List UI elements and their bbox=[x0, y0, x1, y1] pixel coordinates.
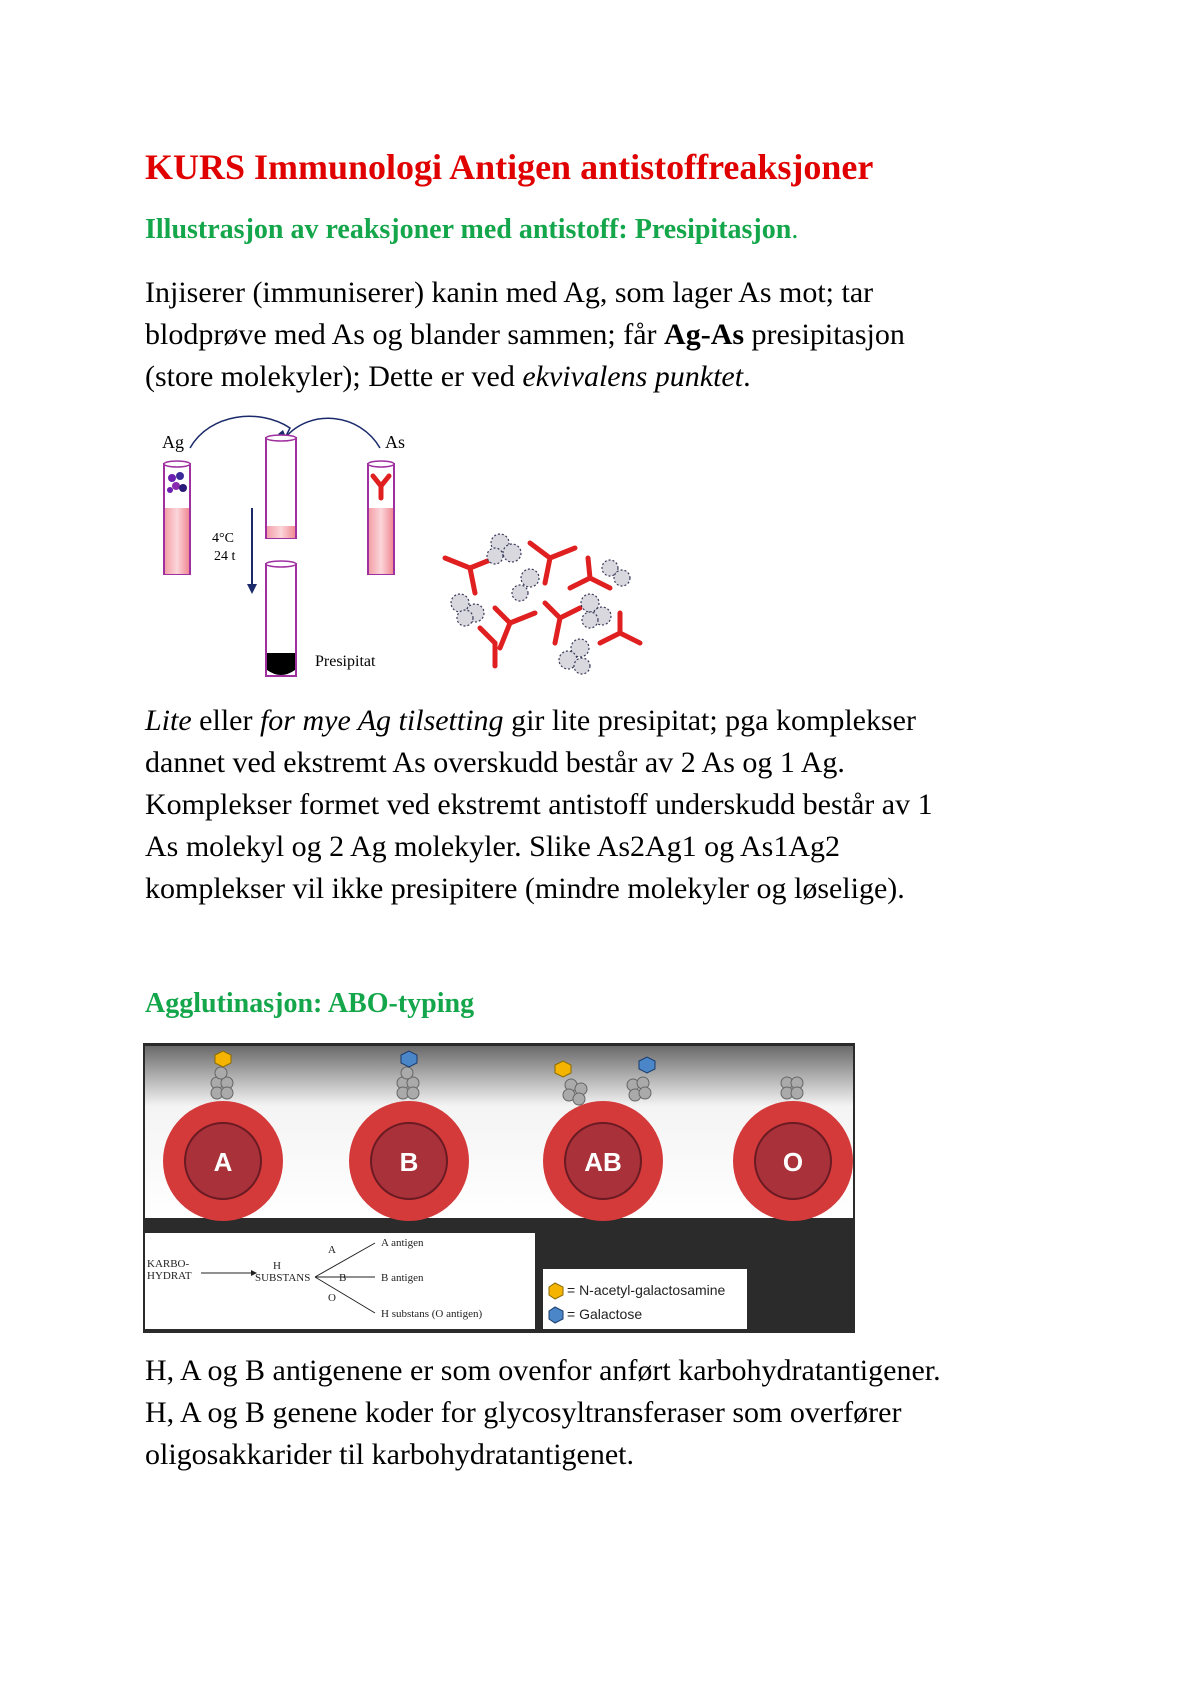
page-title: KURS Immunologi Antigen antistoffreaksjoner bbox=[145, 147, 874, 187]
precipitation-figure bbox=[150, 408, 670, 688]
scheme-karbo-2: HYDRAT bbox=[147, 1270, 192, 1282]
label-presipitat: Presipitat bbox=[315, 653, 376, 670]
text-run: (store molekyler); Dette er ved bbox=[145, 360, 523, 393]
paragraph-line bbox=[145, 314, 1105, 356]
cell-label-ab: AB bbox=[584, 1147, 622, 1177]
scheme-letter-o: O bbox=[328, 1292, 336, 1304]
italic-text: for mye Ag tilsetting bbox=[259, 704, 504, 737]
label-temperature: 4°C bbox=[212, 531, 234, 546]
scheme-out-b: B antigen bbox=[381, 1272, 424, 1284]
arrow-as-to-tube bbox=[285, 418, 380, 448]
text-run: blodprøve med As og blander sammen; får bbox=[145, 318, 665, 351]
scheme-h-1: H bbox=[273, 1260, 281, 1272]
paragraph-line: As molekyl og 2 Ag molekyler. Slike As2Ag1 og As1Ag2 bbox=[145, 830, 841, 863]
text-run: presipitasjon bbox=[744, 318, 905, 351]
ag-tube bbox=[164, 461, 190, 574]
label-ag: Ag bbox=[162, 432, 184, 452]
arrow-ag-to-tube bbox=[190, 416, 290, 448]
scheme-out-h: H substans (O antigen) bbox=[381, 1308, 483, 1320]
text-run: . bbox=[743, 360, 751, 393]
mix-tube bbox=[266, 435, 296, 538]
text-run: eller bbox=[191, 704, 260, 737]
legend-blue: = Galactose bbox=[567, 1306, 643, 1322]
italic-text: Lite bbox=[145, 704, 192, 737]
section-heading-period: . bbox=[791, 214, 799, 245]
cell-label-a: A bbox=[213, 1147, 233, 1177]
paragraph-line: H, A og B antigenene er som ovenfor anført karbohydratantigener. bbox=[145, 1354, 941, 1387]
label-as: As bbox=[385, 432, 406, 452]
scheme-out-a: A antigen bbox=[381, 1237, 424, 1249]
blue-hexagon-icon bbox=[549, 1307, 563, 1323]
scheme-letter-b: B bbox=[339, 1272, 347, 1284]
legend-yellow: = N-acetyl-galactosamine bbox=[567, 1282, 726, 1298]
antigen-clusters bbox=[451, 534, 630, 674]
paragraph-line: H, A og B genene koder for glycosyltransferaser som overfører bbox=[145, 1396, 902, 1429]
arrowhead-down-icon bbox=[247, 584, 257, 594]
paragraph-line: komplekser vil ikke presipitere (mindre molekyler og løselige). bbox=[145, 872, 905, 905]
paragraph-line: Komplekser formet ved ekstremt antistoff underskudd består av 1 bbox=[145, 788, 933, 821]
scheme-letter-a: A bbox=[328, 1244, 336, 1256]
paragraph-injection bbox=[145, 272, 1105, 398]
label-time: 24 t bbox=[214, 549, 236, 564]
italic-text: ekvivalens punktet bbox=[522, 360, 744, 393]
cell-label-b: B bbox=[399, 1147, 419, 1177]
abo-typing-figure bbox=[143, 1043, 855, 1333]
yellow-hexagon-icon bbox=[549, 1283, 563, 1299]
section-heading-agglutinasjon: Agglutinasjon: ABO-typing bbox=[145, 988, 475, 1019]
paragraph-line bbox=[145, 700, 1105, 742]
paragraph-line bbox=[145, 356, 1105, 398]
paragraph-antigens bbox=[145, 1350, 1105, 1476]
paragraph-complexes bbox=[145, 700, 1105, 910]
paragraph-line: dannet ved ekstremt As overskudd består av 2 As og 1 Ag. bbox=[145, 746, 845, 779]
scheme-h-2: SUBSTANS bbox=[255, 1272, 311, 1284]
as-tube bbox=[368, 461, 394, 574]
paragraph-line: Injiserer (immuniserer) kanin med Ag, som lager As mot; tar bbox=[145, 276, 874, 309]
bold-text: Ag-As bbox=[664, 318, 745, 351]
precipitate-tube bbox=[266, 561, 296, 676]
section-heading-text: Illustrasjon av reaksjoner med antistoff: Presipitasjon bbox=[145, 214, 792, 245]
scheme-karbo-1: KARBO- bbox=[147, 1258, 190, 1270]
paragraph-line: oligosakkarider til karbohydratantigenet. bbox=[145, 1438, 635, 1471]
section-heading-presipitasjon bbox=[145, 214, 798, 246]
text-run: gir lite presipitat; pga komplekser bbox=[503, 704, 916, 737]
cell-label-o: O bbox=[782, 1147, 804, 1177]
